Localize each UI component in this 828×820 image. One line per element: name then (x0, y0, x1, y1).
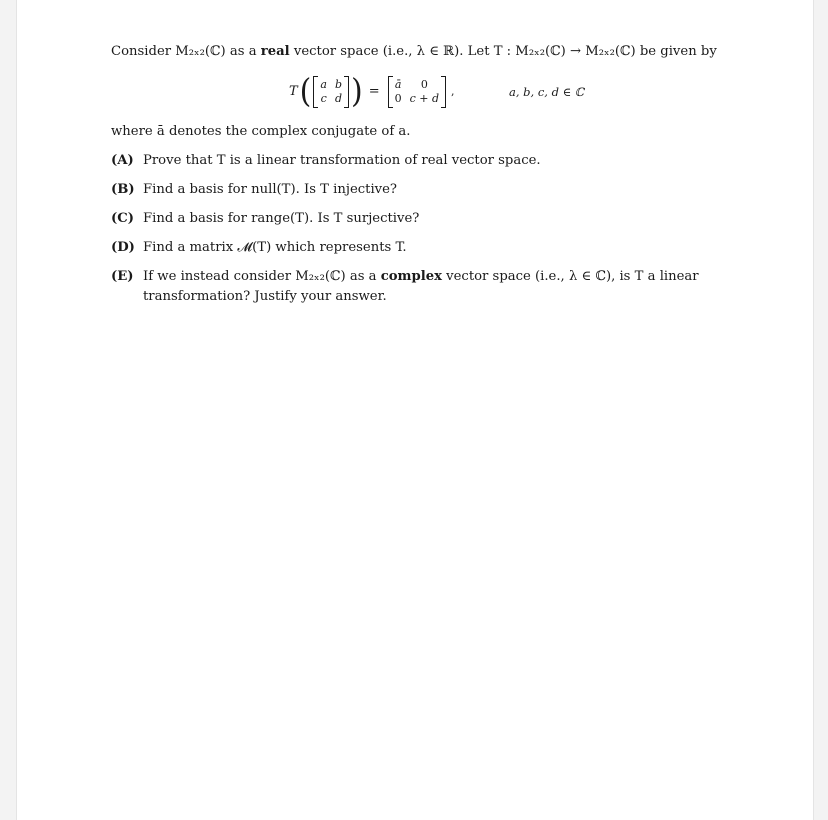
problem-content (111, 42, 761, 307)
matrix-entry: 0 (394, 92, 402, 105)
bold-complex: complex (380, 269, 442, 284)
map-symbol: T (289, 84, 298, 99)
part-d (111, 238, 761, 258)
part-b (111, 180, 761, 200)
right-paren: ) (351, 72, 363, 111)
matrix-entry: b (334, 78, 342, 91)
part-label: (D) (111, 240, 135, 255)
intro-text-end: vector space (i.e., λ ∈ ℝ). Let T : M₂ₓ₂(ℂ) → M₂ₓ₂(ℂ) be given by (289, 44, 717, 59)
matrix-entry: 0 (420, 78, 428, 91)
output-matrix (388, 75, 446, 109)
map-definition-equation (111, 70, 761, 114)
part-text: Find a basis for null(T). Is T injective? (143, 182, 397, 197)
part-label: (A) (111, 153, 134, 168)
part-text: Prove that T is a linear transformation of real vector space. (143, 153, 541, 168)
document-page (16, 0, 814, 820)
part-label: (C) (111, 211, 134, 226)
part-a (111, 151, 761, 171)
part-text: Find a basis for range(T). Is T surjective? (143, 211, 420, 226)
left-paren: ( (299, 72, 312, 111)
part-e (111, 267, 761, 307)
matrix-entry: a (320, 78, 327, 91)
equals-sign: = (368, 84, 380, 99)
matrix-entry: c + d (409, 92, 440, 105)
part-text: If we instead consider M₂ₓ₂(ℂ) as a complex vector space (i.e., λ ∈ ℂ), is T a linear transformation? Justify your answer. (143, 269, 699, 304)
part-text: Find a matrix 𝓜(T) which represents T. (143, 240, 407, 255)
part-label: (E) (111, 269, 134, 284)
matrix-entry: c (320, 92, 327, 105)
intro-paragraph (111, 42, 761, 62)
part-c (111, 209, 761, 229)
equation-comma: , (451, 85, 455, 98)
part-label: (B) (111, 182, 135, 197)
matrix-entry: ā (394, 78, 402, 91)
intro-bold-real: real (260, 44, 290, 59)
conjugate-note: where ā denotes the complex conjugate of a. (111, 124, 411, 139)
intro-text-start: Consider M₂ₓ₂(ℂ) as a (111, 44, 261, 59)
matrix-entry: d (334, 92, 342, 105)
domain-condition: a, b, c, d ∈ ℂ (509, 85, 584, 99)
input-matrix (313, 75, 349, 109)
